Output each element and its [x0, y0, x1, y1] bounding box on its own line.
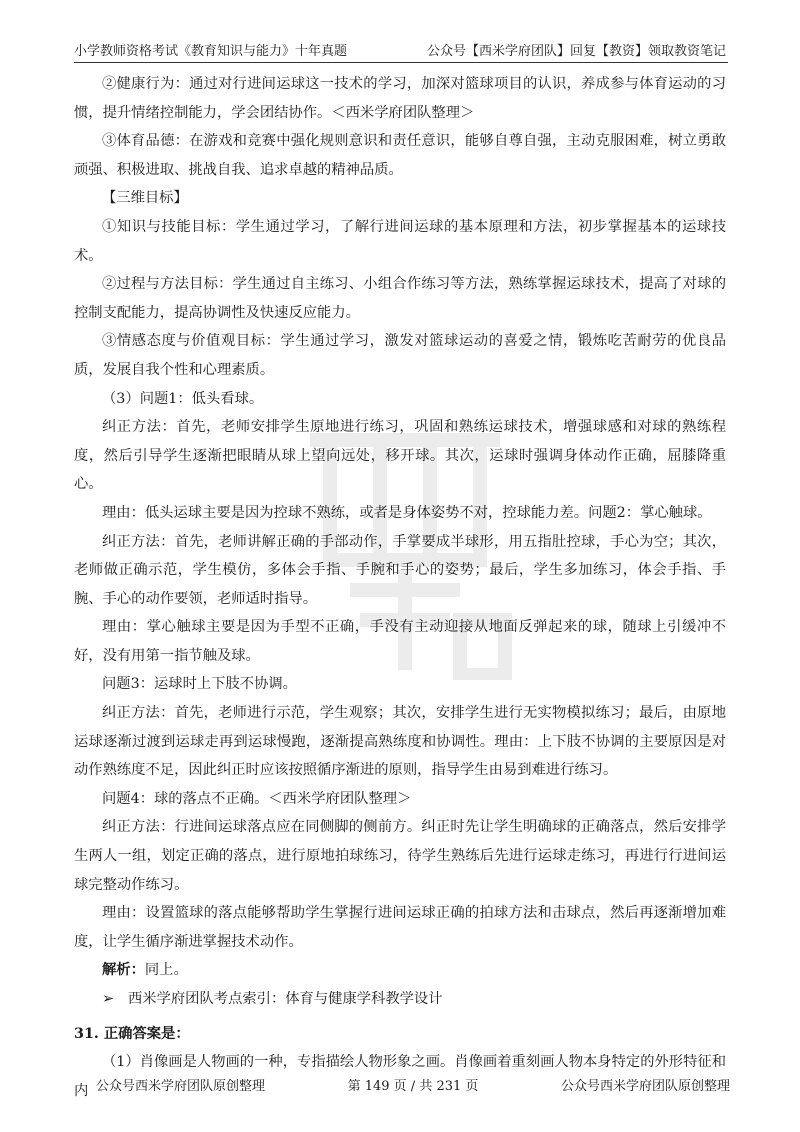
paragraph: 理由：设置篮球的落点能够帮助学生掌握行进间运球正确的拍球方法和击球点，然后再逐渐增加难度，让学生循序渐进掌握技术动作。	[74, 905, 726, 950]
page-content	[74, 70, 726, 1105]
paragraph: 理由：低头运球主要是因为控球不熟练，或者是身体姿势不对，控球能力差。问题2：掌心触球。	[102, 504, 712, 521]
page-footer	[96, 1075, 730, 1094]
paragraph: ③体育品德：在游戏和竞赛中强化规则意识和责任意识，能够自尊自强，主动克服困难，树立勇敢顽强、积极进取、挑战自我、追求卓越的精神品质。	[74, 133, 726, 178]
paragraph: 问题3：运球时上下肢不协调。	[102, 676, 297, 693]
footer-left: 公众号西米学府团队原创整理	[96, 1079, 266, 1094]
footer-right: 公众号西米学府团队原创整理	[560, 1079, 730, 1094]
header-left: 小学教师资格考试《教育知识与能力》十年真题	[74, 44, 348, 59]
analysis	[74, 956, 726, 985]
analysis-label: 解析：	[102, 962, 145, 979]
paragraph: （3）问题1：低头看球。	[102, 390, 264, 407]
paragraph: 问题4：球的落点不正确。＜西米学府团队整理＞	[102, 790, 412, 807]
paragraph: 纠正方法：行进间运球落点应在同侧脚的侧前方。纠正时先让学生明确球的正确落点，然后安排学生两人一组，划定正确的落点，进行原地拍球练习，待学生熟练后先进行运球走练习，再进行行进间运球完整动作练习。	[74, 819, 726, 893]
paragraph: （1）肖像画是人物画的一种，专指描绘人物形象之画。肖像画着重刻画人物本身特定的外形特征和内	[74, 1054, 726, 1099]
paragraph: 纠正方法：首先，老师安排学生原地进行练习，巩固和熟练运球技术，增强球感和对球的熟练程度，然后引导学生逐渐把眼睛从球上望向远处，移开球。其次，运球时强调身体动作正确，屈膝降重心。	[74, 419, 726, 493]
paragraph: ②健康行为：通过对行进间运球这一技术的学习，加深对篮球项目的认识，养成参与体育运动的习惯，提升情绪控制能力，学会团结协作。＜西米学府团队整理＞	[74, 76, 726, 121]
section-heading: 【三维目标】	[102, 190, 188, 207]
page-header	[74, 40, 726, 59]
page-number: 第 149 页 / 共 231 页	[347, 1079, 479, 1094]
index-bullet	[74, 985, 726, 1014]
paragraph: 纠正方法：首先，老师进行示范，学生观察；其次，安排学生进行无实物模拟练习；最后，由原地运球逐渐过渡到运球走再到运球慢跑，逐渐提高熟练度和协调性。理由：上下肢不协调的主要原因是对动作熟练度不足，因此纠正时应该按照循序渐进的原则，指导学生由易到难进行练习。	[74, 705, 726, 779]
paragraph: ②过程与方法目标：学生通过自主练习、小组合作练习等方法，熟练掌握运球技术，提高了对球的控制支配能力，提高协调性及快速反应能力。	[74, 276, 726, 321]
header-right: 公众号【西米学府团队】回复【教资】领取教资笔记	[426, 44, 726, 59]
paragraph: ①知识与技能目标：学生通过学习，了解行进间运球的基本原理和方法，初步掌握基本的运球技术。	[74, 218, 726, 264]
paragraph: ③情感态度与价值观目标：学生通过学习，激发对篮球运动的喜爱之情，锻炼吃苦耐劳的优良品质，发展自我个性和心理素质。	[74, 333, 726, 378]
analysis-text: 同上。	[144, 962, 188, 979]
arrow-bullet-icon: ➢	[102, 991, 114, 1007]
index-text: 西米学府团队考点索引：体育与健康学科教学设计	[128, 991, 443, 1007]
question-31-heading: 31. 正确答案是：	[74, 1025, 190, 1042]
paragraph: 纠正方法：首先，老师讲解正确的手部动作，手掌要成半球形，用五指肚控球，手心为空；其次，老师做正确示范，学生模仿，多体会手指、手腕和手心的姿势；最后，学生多加练习，体会手指、手腕、手心的动作要领，老师适时指导。	[74, 533, 726, 607]
header-divider	[74, 62, 728, 63]
paragraph: 理由：掌心触球主要是因为手型不正确，手没有主动迎接从地面反弹起来的球，随球上引缓冲不好，没有用第一指节触及球。	[74, 619, 726, 664]
